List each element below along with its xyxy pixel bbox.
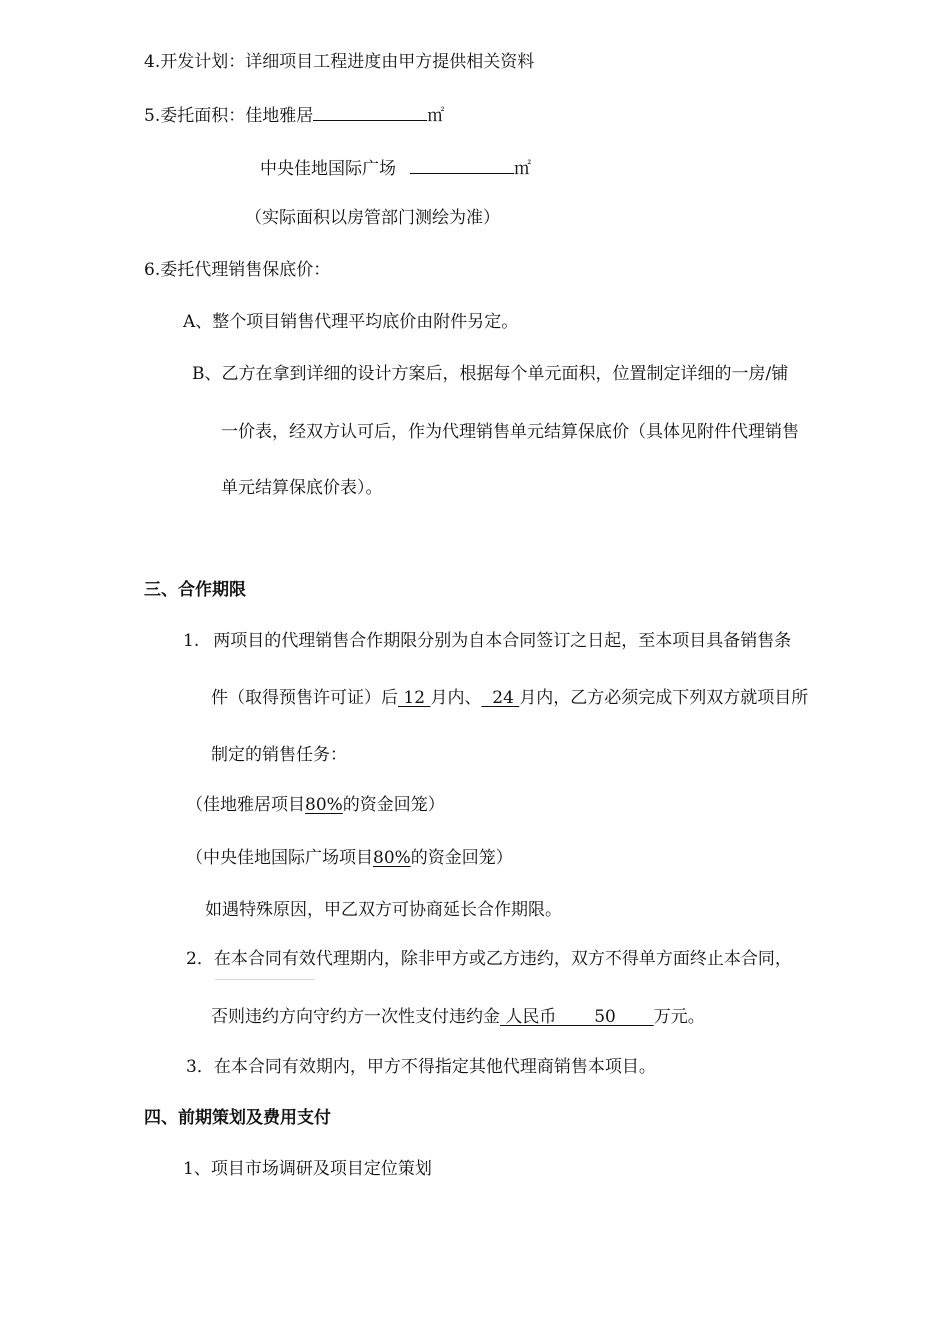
penalty-currency: 人民币 — [505, 1007, 557, 1027]
clause-number: 5. — [144, 106, 161, 126]
area-unit-2: ㎡ — [514, 159, 531, 179]
section-3-item-2-line-1 — [186, 947, 792, 971]
section-3-item-3 — [186, 1055, 656, 1079]
section-3-item-2-line-2 — [211, 1005, 705, 1029]
clause-4 — [144, 50, 534, 74]
period-value-1-text: 12 — [403, 688, 426, 708]
penalty-amount — [500, 1007, 654, 1027]
item-text: 两项目的代理销售合作期限分别为自本合同签订之日起，至本项目具备销售条 — [213, 631, 792, 651]
period-value-1 — [398, 688, 430, 708]
clause-text: 详细项目工程进度由甲方提供相关资料 — [245, 52, 535, 72]
area-item-1: 佳地雅居 — [245, 106, 314, 126]
period-value-2 — [481, 688, 519, 708]
extension-note: 如遇特殊原因，甲乙双方可协商延长合作期限。 — [205, 900, 562, 920]
item-text: 在本合同有效代理期内，除非甲方或乙方违约，双方不得单方面终止本合同， — [213, 949, 792, 969]
section-3-item-1-line-2 — [211, 686, 808, 710]
clause-6-title: 6.委托代理销售保底价： — [144, 260, 331, 280]
sales-task-2 — [186, 846, 513, 870]
area-item-2: 中央佳地国际广场 — [260, 159, 396, 179]
item-text: 月内、 — [430, 688, 482, 708]
clause-5 — [144, 102, 444, 128]
item-text: 在本合同有效期内，甲方不得指定其他代理商销售本项目。 — [213, 1057, 656, 1077]
section-4-item-1: 1、项目市场调研及项目定位策划 — [183, 1159, 432, 1179]
clause-5-item-2 — [260, 155, 531, 181]
item-text: 否则违约方向守约方一次性支付违约金 — [211, 1007, 500, 1027]
clause-label: 委托面积： — [160, 106, 246, 126]
section-3-item-1-line-1 — [183, 629, 791, 653]
clause-6-b-line-3: 单元结算保底价表）。 — [221, 478, 383, 498]
clause-label: 开发计划： — [160, 52, 246, 72]
sales-task-1 — [186, 793, 445, 817]
area-blank-2[interactable] — [410, 155, 514, 174]
clause-6-a: A、整个项目销售代理平均底价由附件另定。 — [183, 312, 519, 332]
item-number: 2． — [186, 949, 214, 969]
item-text: 月内，乙方必须完成下列双方就项目所 — [519, 688, 809, 708]
section-3-heading: 三、合作期限 — [144, 580, 246, 600]
clause-number: 4. — [144, 52, 161, 72]
penalty-value: 50 — [594, 1007, 616, 1027]
area-unit-1: ㎡ — [427, 106, 445, 126]
task-text: （中央佳地国际广场项目 — [186, 848, 373, 868]
task-percentage: 80% — [305, 795, 343, 815]
clause-6-b-line-2: 一价表，经双方认可后，作为代理销售单元结算保底价（具体见附件代理销售 — [221, 422, 799, 442]
period-value-2-text: 24 — [492, 688, 514, 708]
item-number: 3． — [186, 1057, 214, 1077]
task-text: 的资金回笼） — [410, 848, 513, 868]
task-text: 的资金回笼） — [342, 795, 445, 815]
area-note: （实际面积以房管部门测绘为准） — [245, 208, 500, 228]
penalty-unit: 万元。 — [653, 1007, 705, 1027]
task-text: （佳地雅居项目 — [186, 795, 305, 815]
task-percentage: 80% — [373, 848, 411, 868]
section-3-item-1-line-3: 制定的销售任务： — [211, 745, 347, 765]
item-text: 件（取得预售许可证）后 — [211, 688, 398, 708]
clause-6-b-line-1: B、乙方在拿到详细的设计方案后，根据每个单元面积，位置制定详细的一房/铺 — [192, 364, 789, 384]
divider — [215, 979, 315, 980]
area-blank-1[interactable] — [313, 102, 427, 121]
section-4-heading: 四、前期策划及费用支付 — [144, 1108, 331, 1128]
item-number: 1. — [183, 631, 200, 651]
